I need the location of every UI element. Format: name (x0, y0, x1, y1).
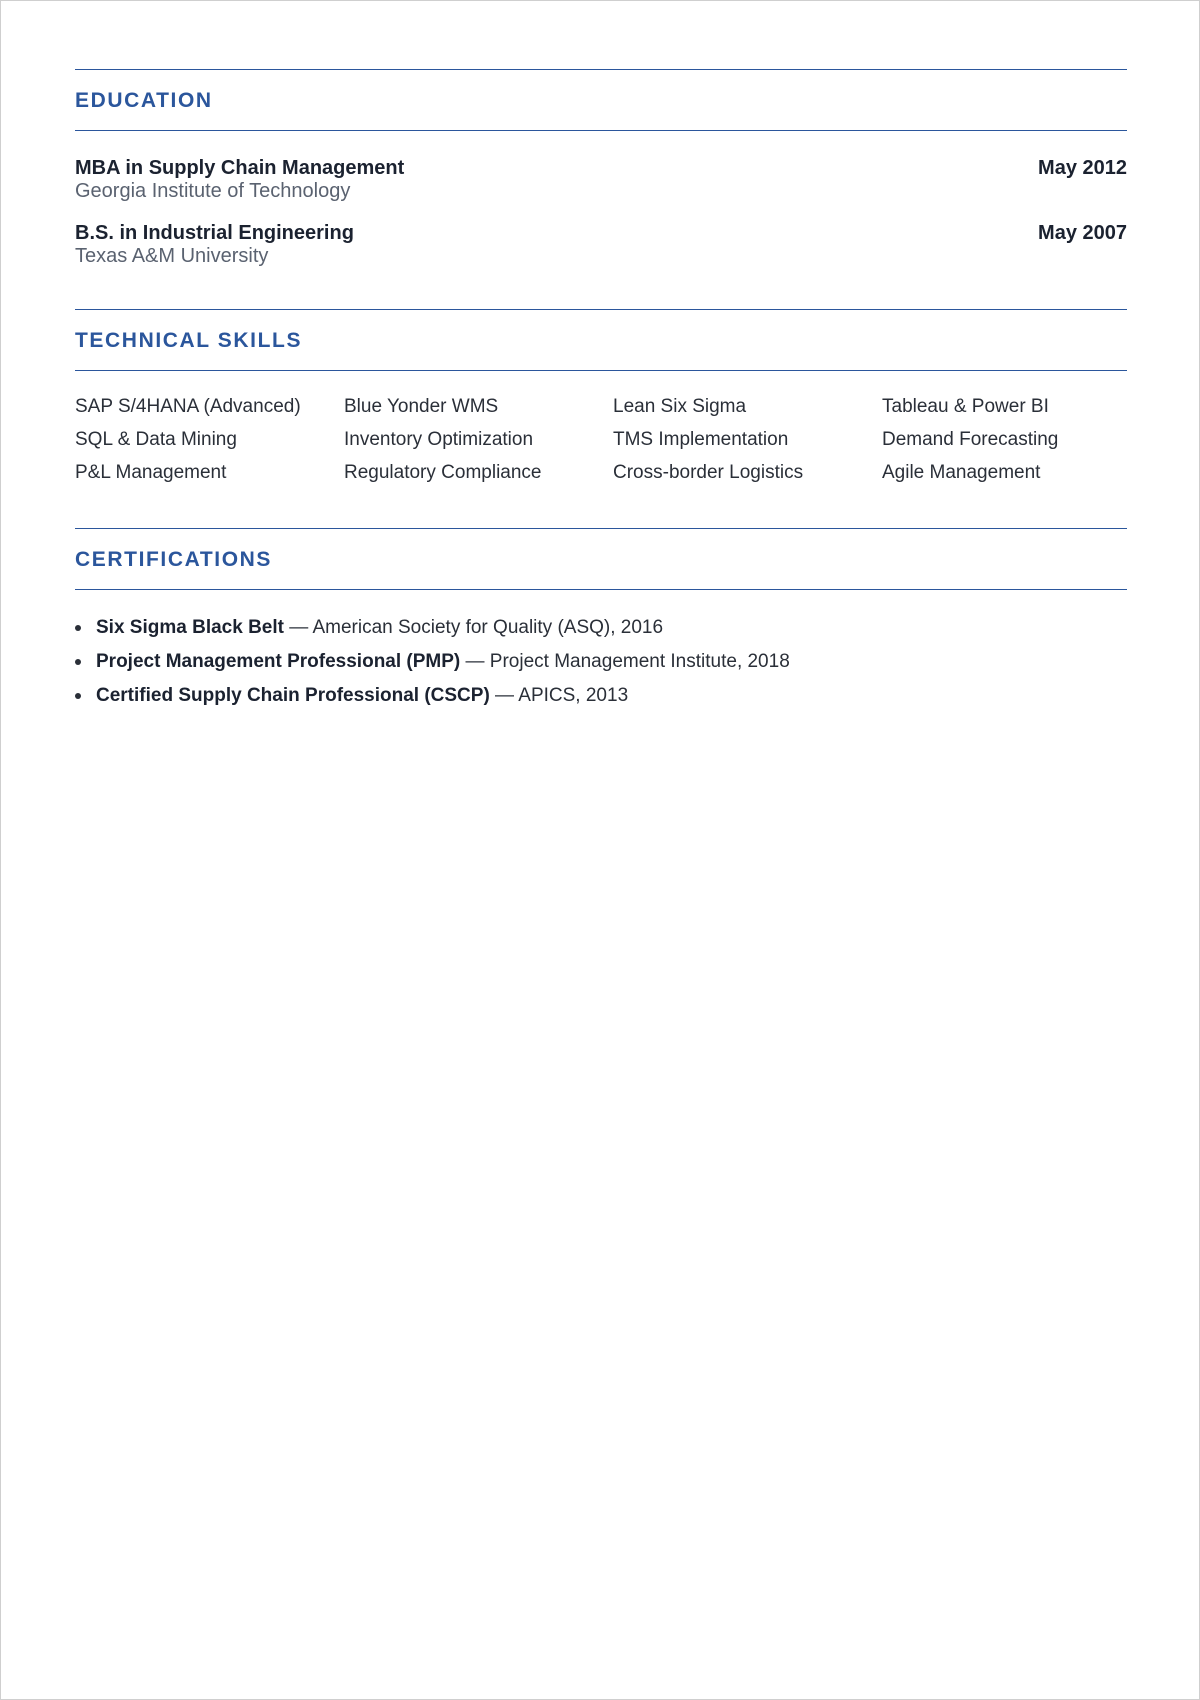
section-heading: CERTIFICATIONS (75, 548, 273, 571)
certification-name: Certified Supply Chain Professional (CSCP) (96, 685, 490, 706)
skill-item: Agile Management (882, 462, 1041, 483)
certification-detail: — Project Management Institute, 2018 (460, 651, 790, 672)
section-rule-bottom (75, 589, 1127, 590)
skill-item: Lean Six Sigma (613, 396, 747, 417)
education-item (75, 222, 1127, 268)
certification-name: Project Management Professional (PMP) (96, 651, 461, 672)
graduation-date: May 2007 (1038, 222, 1127, 244)
skill-item: Inventory Optimization (344, 429, 534, 450)
certification-item (75, 650, 1127, 674)
skill-item: Tableau & Power BI (882, 396, 1049, 417)
certification-detail: — APICS, 2013 (489, 685, 629, 706)
certification-name: Six Sigma Black Belt (96, 617, 284, 638)
school-name: Texas A&M University (75, 245, 269, 267)
section-heading: EDUCATION (75, 89, 213, 112)
bullet-icon (75, 693, 81, 699)
school-name: Georgia Institute of Technology (75, 180, 351, 202)
resume-content (75, 69, 1127, 718)
certification-detail: — American Society for Quality (ASQ), 2016 (283, 617, 664, 638)
certification-item (75, 684, 1127, 708)
section-rule-top (75, 69, 1127, 70)
bullet-icon (75, 659, 81, 665)
education-section (75, 69, 1127, 268)
section-rule-top (75, 528, 1127, 529)
certification-list (75, 616, 1127, 708)
skill-item: Blue Yonder WMS (344, 396, 499, 417)
skill-item: Regulatory Compliance (344, 462, 542, 483)
section-rule-bottom (75, 370, 1127, 371)
skills-grid (75, 395, 1127, 484)
skills-section (75, 309, 1127, 484)
education-item (75, 157, 1127, 203)
bullet-icon (75, 625, 81, 631)
skill-item: SAP S/4HANA (Advanced) (75, 396, 301, 417)
skill-item: Demand Forecasting (882, 429, 1059, 450)
skill-item: TMS Implementation (613, 429, 789, 450)
section-rule-top (75, 309, 1127, 310)
skill-item: Cross-border Logistics (613, 462, 804, 483)
skill-item: SQL & Data Mining (75, 429, 237, 450)
degree-title: MBA in Supply Chain Management (75, 157, 405, 179)
degree-title: B.S. in Industrial Engineering (75, 222, 354, 244)
skill-item: P&L Management (75, 462, 227, 483)
section-rule-bottom (75, 130, 1127, 131)
graduation-date: May 2012 (1038, 157, 1127, 179)
certification-item (75, 616, 1127, 640)
education-list (75, 157, 1127, 268)
section-heading: TECHNICAL SKILLS (75, 329, 303, 352)
certifications-section (75, 528, 1127, 708)
